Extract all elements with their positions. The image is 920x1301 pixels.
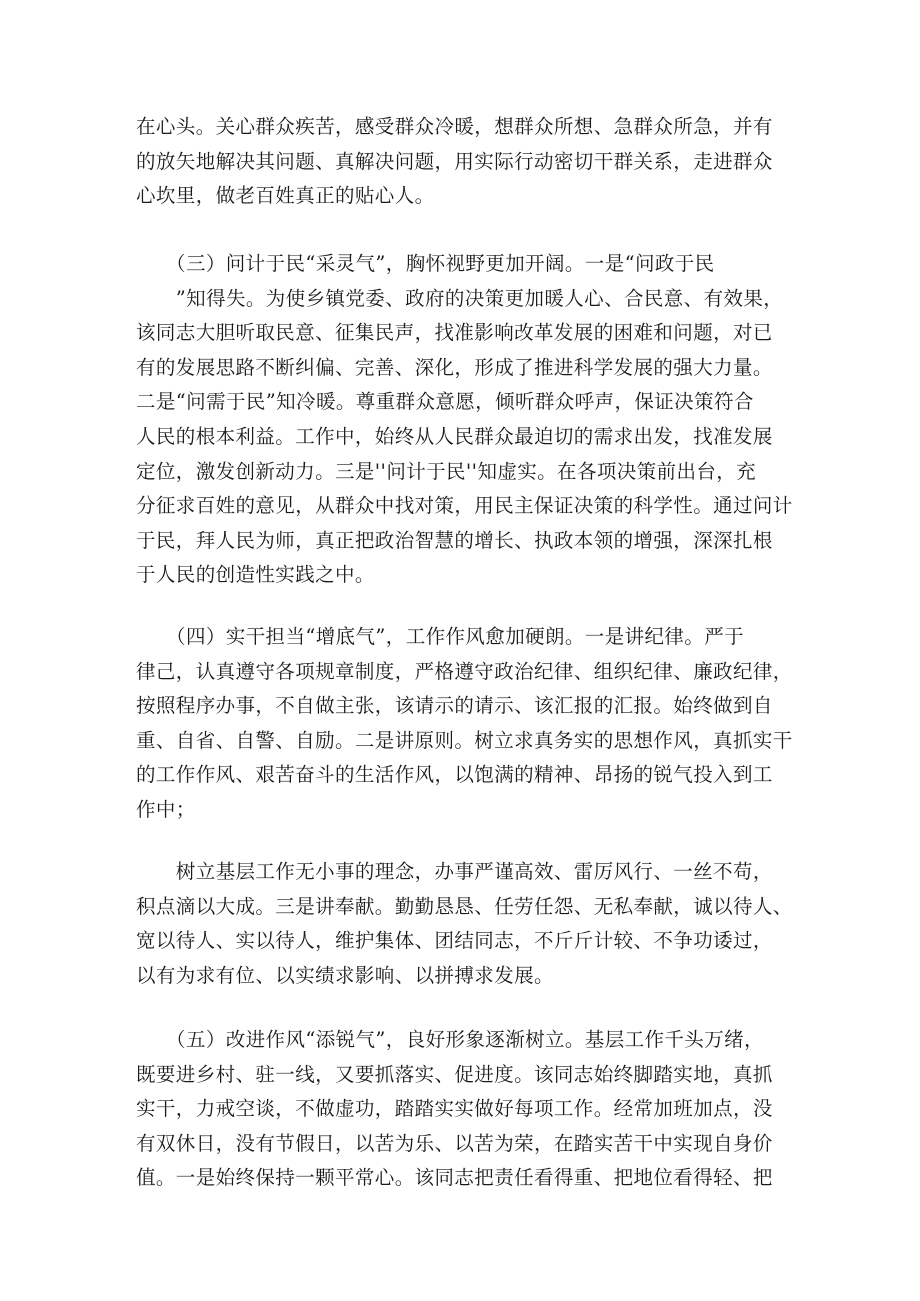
text-line: 定位，激发创新动力。三是''问计于民''知虚实。在各项决策前出台，充 (136, 459, 757, 483)
text-line: 分征求百姓的意见，从群众中找对策，用民主保证决策的科学性。通过问计 (136, 494, 793, 518)
paragraph-grassroots-work (136, 855, 796, 993)
paragraph-serve-masses (136, 110, 796, 214)
paragraph-section-three (136, 247, 796, 593)
text-line: 积点滴以大成。三是讲奉献。勤勤恳恳、任劳任怨、无私奉献，诚以待人、 (136, 894, 793, 918)
text-line: 宽以待人、实以待人，维护集体、团结同志，不斤斤计较、不争功诿过， (136, 929, 773, 953)
paragraph-section-four (136, 620, 796, 828)
text-line: （三）问计于民“采灵气”，胸怀视野更加开阔。一是“问政于民 (136, 252, 715, 275)
text-line: 作中； (136, 797, 196, 821)
paragraph-section-five (136, 1023, 796, 1196)
text-line: 有双休日，没有节假日，以苦为乐、以苦为荣，在踏实苦干中实现自身价 (136, 1131, 773, 1155)
text-line: 心坎里，做老百姓真正的贴心人。 (136, 184, 435, 208)
text-line: 既要进乡村、驻一线，又要抓落实、促进度。该同志始终脚踏实地，真抓 (136, 1062, 773, 1086)
text-line: （五）改进作风“添锐气”，良好形象逐渐树立。基层工作千头万绪， (136, 1028, 764, 1051)
text-line: 人民的根本利益。工作中，始终从人民群众最迫切的需求出发，找准发展 (136, 424, 773, 448)
text-line: （四）实干担当“增底气”，工作作风愈加硬朗。一是讲纪律。严于 (136, 625, 744, 648)
text-line: 于人民的创造性实践之中。 (136, 563, 375, 587)
text-line: 的放矢地解决其问题、真解决问题，用实际行动密切干群关系，走进群众 (136, 149, 773, 173)
text-line: 有的发展思路不断纠偏、完善、深化，形成了推进科学发展的强大力量。 (136, 355, 773, 379)
text-line: 按照程序办事，不自做主张，该请示的请示、该汇报的汇报。始终做到自 (136, 694, 773, 718)
text-line: 于民，拜人民为师，真正把政治智慧的增长、执政本领的增强，深深扎根 (136, 528, 773, 552)
text-line: 在心头。关心群众疾苦，感受群众冷暖，想群众所想、急群众所急，并有 (136, 115, 773, 138)
text-line: 重、自省、自警、自励。二是讲原则。树立求真务实的思想作风，真抓实干 (136, 728, 793, 752)
text-line: 律己，认真遵守各项规章制度，严格遵守政治纪律、组织纪律、廉政纪律， (136, 659, 793, 683)
text-line: 二是“问需于民”知冷暖。尊重群众意愿，倾听群众呼声，保证决策符合 (136, 390, 754, 414)
text-line: 以有为求有位、以实绩求影响、以拼搏求发展。 (136, 963, 554, 987)
text-line: ”知得失。为使乡镇党委、政府的决策更加暖人心、合民意、有效果， (136, 286, 784, 310)
text-line: 实干，力戒空谈，不做虚功，踏踏实实做好每项工作。经常加班加点，没 (136, 1097, 773, 1121)
text-line: 的工作作风、艰苦奋斗的生活作风，以饱满的精神、昂扬的锐气投入到工 (136, 763, 773, 787)
text-line: 值。一是始终保持一颗平常心。该同志把责任看得重、把地位看得轻、把 (136, 1166, 773, 1190)
text-line: 树立基层工作无小事的理念，办事严谨高效、雷厉风行、一丝不苟， (136, 860, 773, 883)
text-line: 该同志大胆听取民意、征集民声，找准影响改革发展的困难和问题，对已 (136, 321, 773, 345)
